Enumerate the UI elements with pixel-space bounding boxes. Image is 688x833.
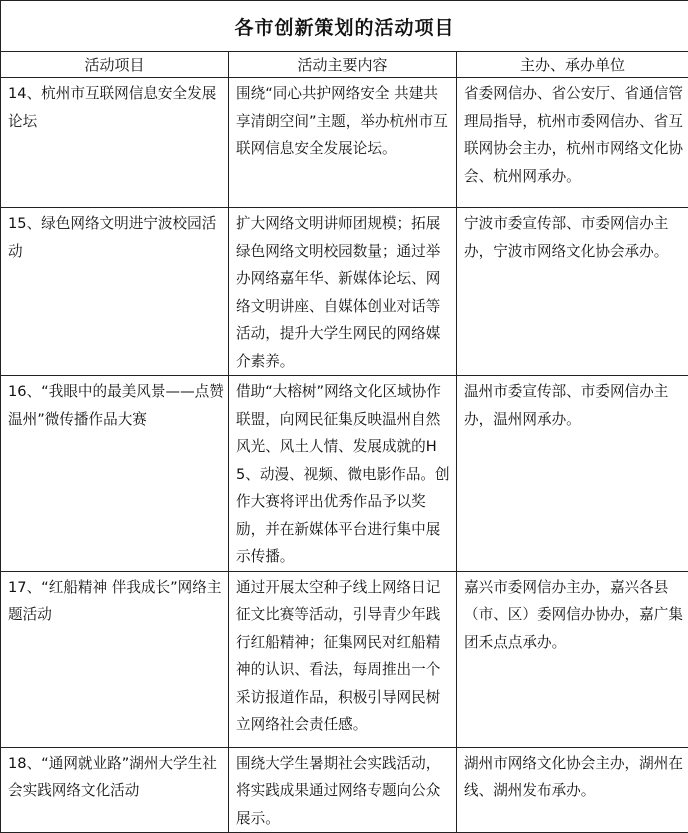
project-cell: 18、“通网就业路”湖州大学生社会实践网络文化活动: [1, 747, 229, 833]
organizer-cell: 温州市委宣传部、市委网信办主办，温州网承办。: [457, 376, 688, 572]
table-row: [1, 376, 688, 572]
organizer-cell: 宁波市委宣传部、市委网信办主办，宁波市网络文化协会承办。: [457, 208, 688, 376]
content-cell: 借助“大榕树”网络文化区域协作联盟，向网民征集反映温州自然风光、风土人情、发展成就的H5、动漫、视频、微电影作品。创作大赛将评出优秀作品予以奖励，并在新媒体平台进行集中展示传播。: [229, 376, 457, 572]
organizer-cell: 嘉兴市委网信办主办，嘉兴各县（市、区）委网信办协办，嘉广集团禾点点承办。: [457, 571, 688, 747]
table-row: [1, 208, 688, 376]
header-organizer: 主办、承办单位: [457, 52, 688, 78]
table-row: [1, 78, 688, 208]
content-cell: 通过开展太空种子线上网络日记征文比赛等活动，引导青少年践行红船精神；征集网民对红船精神的认识、看法，每周推出一个采访报道作品，积极引导网民树立网络社会责任感。: [229, 571, 457, 747]
header-row: [1, 52, 688, 78]
table-row: [1, 747, 688, 833]
content-cell: 扩大网络文明讲师团规模；拓展绿色网络文明校园数量；通过举办网络嘉年华、新媒体论坛、网络文明讲座、自媒体创业对话等活动，提升大学生网民的网络媒介素养。: [229, 208, 457, 376]
table-row: [1, 571, 688, 747]
title-row: [1, 1, 688, 52]
table-title: 各市创新策划的活动项目: [1, 1, 688, 52]
project-cell: 17、“红船精神 伴我成长”网络主题活动: [1, 571, 229, 747]
project-cell: 15、绿色网络文明进宁波校园活动: [1, 208, 229, 376]
content-cell: 围绕大学生暑期社会实践活动，将实践成果通过网络专题向公众展示。: [229, 747, 457, 833]
header-activity-project: 活动项目: [1, 52, 229, 78]
organizer-cell: 湖州市网络文化协会主办，湖州在线、湖州发布承办。: [457, 747, 688, 833]
header-main-content: 活动主要内容: [229, 52, 457, 78]
project-cell: 14、杭州市互联网信息安全发展论坛: [1, 78, 229, 208]
organizer-cell: 省委网信办、省公安厅、省通信管理局指导，杭州市委网信办、省互联网协会主办，杭州市网络文化协会、杭州网承办。: [457, 78, 688, 208]
content-cell: 围绕“同心共护网络安全 共建共享清朗空间”主题，举办杭州市互联网信息安全发展论坛。: [229, 78, 457, 208]
project-cell: 16、“我眼中的最美风景——点赞温州”微传播作品大赛: [1, 376, 229, 572]
